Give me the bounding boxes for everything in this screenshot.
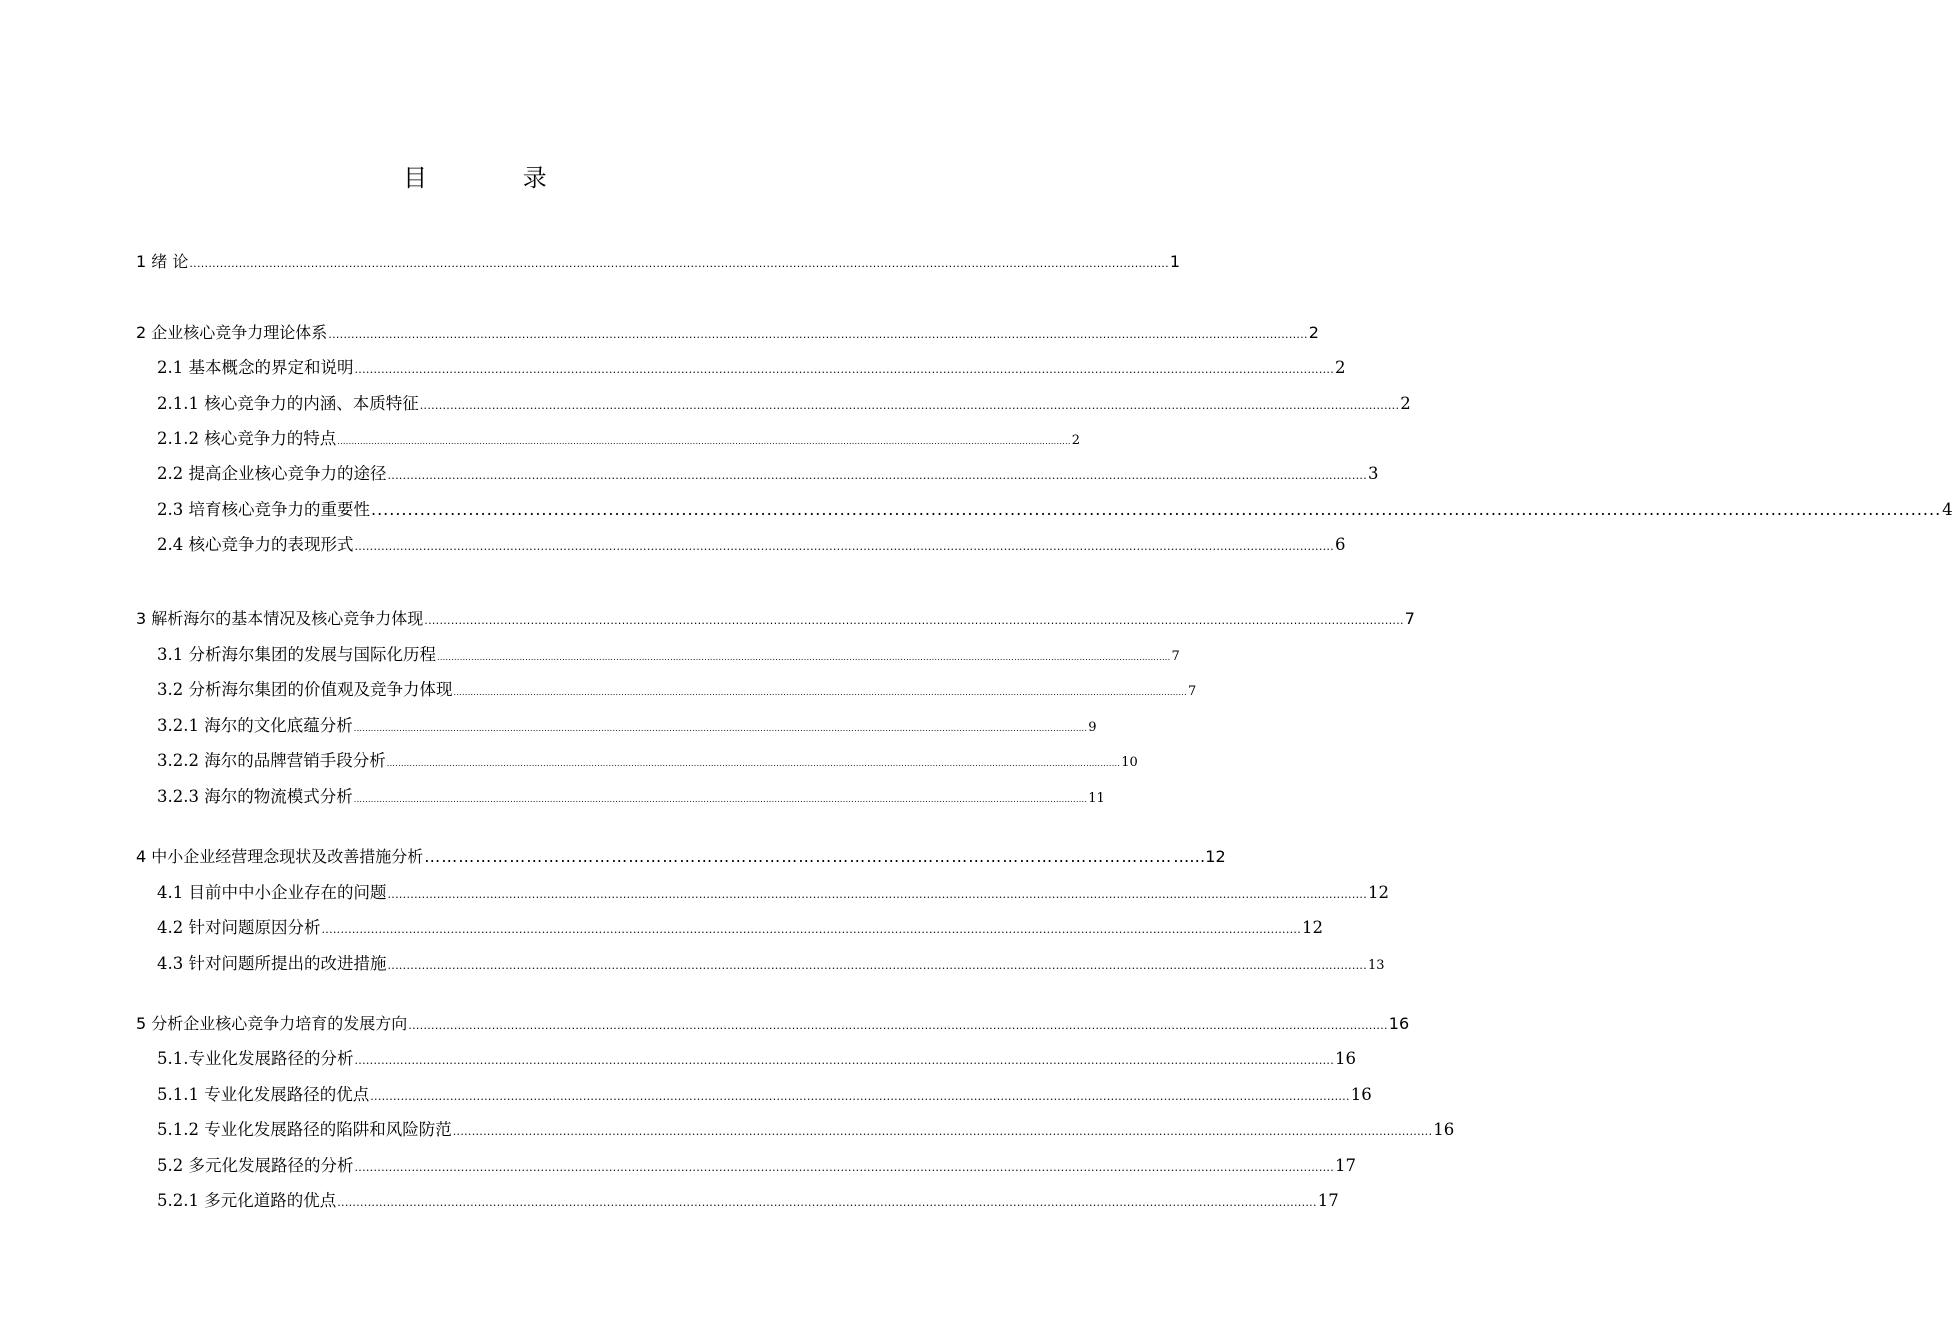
toc-leader-dots: .................................................................................................................................................................................................................................................................. <box>337 437 1071 446</box>
toc-leader-dots: .................................................................................................................................................................................................................................................................. <box>453 688 1187 697</box>
toc-entry-3[interactable] <box>136 608 1415 630</box>
toc-page-number: 6 <box>1335 535 1346 554</box>
toc-leader-dots: .................................................................................................................................................................................................................................................................. <box>354 540 1335 553</box>
toc-page-number: 2 <box>1400 394 1411 413</box>
toc-entry-3-2-3[interactable] <box>157 786 1105 808</box>
toc-entry-2-1-2[interactable] <box>157 428 1080 450</box>
toc-leader-dots: .................................................................................................................................................................................................................................................................. <box>452 1125 1433 1138</box>
toc-leader-dots: .................................................................................................................................................................................................................................................................. <box>387 959 1368 972</box>
toc-page-number: 2 <box>1308 323 1319 342</box>
toc-leader-dots: …………………………………………………………………………………………………………………… <box>424 847 1173 866</box>
toc-entry-text: 3.2.2 海尔的品牌营销手段分析 <box>157 751 386 770</box>
toc-entry-3-2-1[interactable] <box>157 715 1097 737</box>
toc-entry-text: 2.1 基本概念的界定和说明 <box>157 358 354 377</box>
toc-entry-text: 3 解析海尔的基本情况及核心竞争力体现 <box>136 609 424 628</box>
toc-entry-text: 4.3 针对问题所提出的改进措施 <box>157 954 387 973</box>
toc-page-number: 13 <box>1368 958 1385 973</box>
toc-entry-5-2[interactable] <box>157 1155 1357 1177</box>
toc-leader-dots: .................................................................................................................................................................................................................................................................. <box>353 795 1088 804</box>
toc-page-number: 12 <box>1302 918 1324 937</box>
toc-entry-text: 4 中小企业经营理念现状及改善措施分析 <box>136 847 424 866</box>
toc-page-number: 7 <box>1171 649 1180 664</box>
toc-leader-dots: .................................................................................................................................................................................................................................................................. <box>354 1054 1335 1067</box>
toc-entry-2-1[interactable] <box>157 357 1346 379</box>
toc-entry-text: 2.3 培育核心竞争力的重要性 <box>157 500 370 519</box>
toc-entry-3-2-2[interactable] <box>157 750 1138 772</box>
toc-leader-dots: .................................................................................................................................................................................................................................................................. <box>371 500 1942 519</box>
toc-entry-4[interactable] <box>136 846 1226 868</box>
toc-leader-dots: .................................................................................................................................................................................................................................................................. <box>424 614 1404 627</box>
toc-leader-dots: .................................................................................................................................................................................................................................................................. <box>189 257 1169 270</box>
toc-page-number: 2 <box>1071 433 1080 448</box>
toc-entry-5-1-2[interactable] <box>157 1119 1455 1141</box>
toc-entry-2[interactable] <box>136 322 1319 344</box>
toc-leader-dots: .................................................................................................................................................................................................................................................................. <box>337 1196 1317 1209</box>
toc-entry-text: 2.1.2 核心竞争力的特点 <box>157 429 337 448</box>
toc-page-number: 7 <box>1187 684 1197 699</box>
toc-entry-text: 4.2 针对问题原因分析 <box>157 918 321 937</box>
toc-page-number: 11 <box>1088 791 1105 806</box>
toc-leader-dots: .................................................................................................................................................................................................................................................................. <box>419 399 1400 412</box>
toc-page-number: 12 <box>1368 883 1390 902</box>
toc-entry-text: 4.1 目前中中小企业存在的问题 <box>157 883 387 902</box>
toc-page-number: 16 <box>1350 1085 1372 1104</box>
toc-leader-dots: .................................................................................................................................................................................................................................................................. <box>386 759 1121 768</box>
toc-entry-text: 2 企业核心竞争力理论体系 <box>136 323 328 342</box>
toc-entry-4-3[interactable] <box>157 953 1385 975</box>
toc-page-number: ……12 <box>1173 847 1226 866</box>
toc-entry-text: 5.2.1 多元化道路的优点 <box>157 1191 337 1210</box>
toc-leader-dots: .................................................................................................................................................................................................................................................................. <box>328 328 1308 341</box>
toc-page-number: 16 <box>1433 1120 1455 1139</box>
toc-page-number: 10 <box>1121 755 1138 770</box>
toc-page-number: 9 <box>1088 720 1097 735</box>
toc-entry-5-1[interactable] <box>157 1048 1357 1070</box>
toc-page-number: 3 <box>1368 464 1379 483</box>
toc-page-number: 4 <box>1942 500 1953 519</box>
toc-page-number: 17 <box>1317 1191 1339 1210</box>
toc-entry-3-1[interactable] <box>157 644 1180 666</box>
toc-entry-5-1-1[interactable] <box>157 1084 1372 1106</box>
toc-page-number: 2 <box>1335 358 1346 377</box>
toc-entry-2-3[interactable] <box>157 499 1953 521</box>
toc-entry-2-1-1[interactable] <box>157 393 1411 415</box>
page-title: 目 录 <box>403 164 591 192</box>
toc-entry-4-1[interactable] <box>157 882 1390 904</box>
toc-leader-dots: .................................................................................................................................................................................................................................................................. <box>437 653 1171 662</box>
toc-leader-dots: .................................................................................................................................................................................................................................................................. <box>387 469 1368 482</box>
toc-entry-text: 2.2 提高企业核心竞争力的途径 <box>157 464 387 483</box>
toc-entry-text: 5.1.2 专业化发展路径的陷阱和风险防范 <box>157 1120 452 1139</box>
toc-page-number: 16 <box>1388 1014 1410 1033</box>
toc-entry-2-4[interactable] <box>157 534 1346 556</box>
toc-entry-text: 5.1.专业化发展路径的分析 <box>157 1049 354 1068</box>
toc-entry-text: 1 绪 论 <box>136 252 189 271</box>
toc-entry-text: 3.2 分析海尔集团的价值观及竞争力体现 <box>157 680 453 699</box>
toc-entry-4-2[interactable] <box>157 917 1324 939</box>
toc-entry-text: 2.4 核心竞争力的表现形式 <box>157 535 354 554</box>
toc-entry-1[interactable] <box>136 251 1181 273</box>
toc-entry-text: 3.1 分析海尔集团的发展与国际化历程 <box>157 645 436 664</box>
toc-entry-text: 3.2.1 海尔的文化底蕴分析 <box>157 716 353 735</box>
toc-page-number: 7 <box>1404 609 1415 628</box>
toc-entry-2-2[interactable] <box>157 463 1379 485</box>
toc-leader-dots: .................................................................................................................................................................................................................................................................. <box>321 923 1302 936</box>
toc-leader-dots: .................................................................................................................................................................................................................................................................. <box>370 1090 1350 1103</box>
toc-leader-dots: .................................................................................................................................................................................................................................................................. <box>353 724 1088 733</box>
toc-page-number: 1 <box>1169 252 1181 271</box>
toc-leader-dots: .................................................................................................................................................................................................................................................................. <box>387 888 1368 901</box>
toc-entry-3-2[interactable] <box>157 679 1197 701</box>
toc-page-number: 16 <box>1335 1049 1357 1068</box>
toc-entry-text: 3.2.3 海尔的物流模式分析 <box>157 787 353 806</box>
toc-entry-text: 5.2 多元化发展路径的分析 <box>157 1156 354 1175</box>
toc-leader-dots: .................................................................................................................................................................................................................................................................. <box>354 1161 1335 1174</box>
toc-leader-dots: .................................................................................................................................................................................................................................................................. <box>354 363 1335 376</box>
toc-entry-text: 5.1.1 专业化发展路径的优点 <box>157 1085 370 1104</box>
toc-entry-5[interactable] <box>136 1013 1410 1035</box>
toc-entry-text: 5 分析企业核心竞争力培育的发展方向 <box>136 1014 408 1033</box>
toc-leader-dots: .................................................................................................................................................................................................................................................................. <box>408 1019 1388 1032</box>
toc-entry-text: 2.1.1 核心竞争力的内涵、本质特征 <box>157 394 419 413</box>
toc-entry-5-2-1[interactable] <box>157 1190 1339 1212</box>
toc-page-number: 17 <box>1335 1156 1357 1175</box>
